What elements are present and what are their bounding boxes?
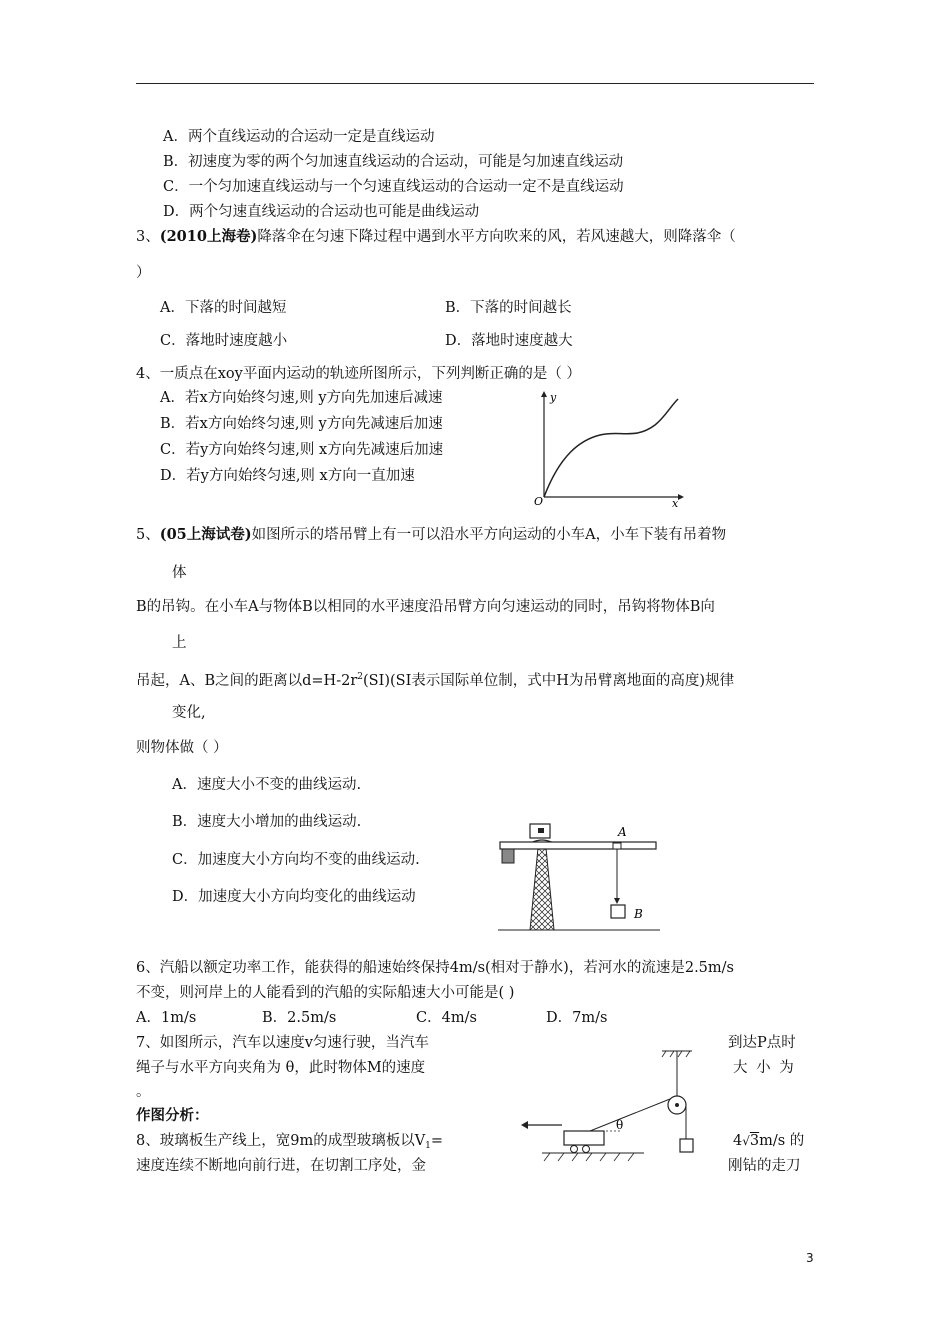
axis-x-label: x xyxy=(672,497,679,510)
q4-option-a: A．若x方向始终匀速,则 y方向先加速后减速 xyxy=(160,390,443,406)
page-number: 3 xyxy=(806,1251,814,1265)
q6-option-c: C．4m/s xyxy=(416,1010,477,1026)
q7-line1-left: 7、如图所示，汽车以速度v匀速行驶，当汽车 xyxy=(136,1035,429,1051)
crane-label-b: B xyxy=(634,907,643,921)
q3-option-b: B．下落的时间越长 xyxy=(445,300,572,316)
q8-line1-left: 8、玻璃板生产线上，宽9m的成型玻璃板以$V_1=$ xyxy=(136,1133,444,1151)
q5-line3: 吊起，A、B之间的距离以$d=H-2r^2(SI)(SI$表示国际单位制，式中H为吊臂离地面的高度)规律 xyxy=(136,672,735,689)
q8-line1-right: 4√3m/s 的 xyxy=(733,1133,805,1149)
q6-option-a: A．1m/s xyxy=(136,1010,197,1026)
q5-option-b: B．速度大小增加的曲线运动. xyxy=(172,814,362,830)
header-rule xyxy=(136,83,814,84)
car-pulley-figure xyxy=(520,1045,700,1175)
q5-line1-wrap: 体 xyxy=(172,565,187,581)
q5-line4: 则物体做（ ） xyxy=(136,740,228,756)
q3-option-a: A．下落的时间越短 xyxy=(160,300,287,316)
q5-line1: 5、(05上海试卷)如图所示的塔吊臂上有一可以沿水平方向运动的小车A，小车下装有吊着物 xyxy=(136,526,727,543)
q2-option-c: C．一个匀加速直线运动与一个匀速直线运动的合运动一定不是直线运动 xyxy=(163,179,624,195)
q4-option-c: C．若y方向始终匀速,则 x方向先减速后加速 xyxy=(160,442,444,458)
q3-option-d: D．落地时速度越大 xyxy=(445,333,573,349)
q7-line2-left: 绳子与水平方向夹角为 θ，此时物体M的速度 xyxy=(136,1060,426,1076)
trajectory-figure xyxy=(530,385,690,510)
q4-option-d: D．若y方向始终匀速,则 x方向一直加速 xyxy=(160,468,415,484)
q4-option-b: B．若x方向始终匀速,则 y方向先减速后加速 xyxy=(160,416,443,432)
q6-line2: 不变，则河岸上的人能看到的汽船的实际船速大小可能是( ) xyxy=(136,985,515,1001)
q5-option-d: D．加速度大小方向均变化的曲线运动 xyxy=(172,889,416,905)
q3-stem: 3、(2010上海卷)降落伞在匀速下降过程中遇到水平方向吹来的风，若风速越大，则降落伞（ xyxy=(136,228,736,245)
q5-line2-wrap: 上 xyxy=(172,635,187,651)
q2-option-d: D．两个匀速直线运动的合运动也可能是曲线运动 xyxy=(163,204,480,220)
crane-label-a: A xyxy=(618,825,627,839)
section-title: 作图分析： xyxy=(136,1108,209,1124)
q5-line3-wrap: 变化, xyxy=(172,705,206,721)
origin-label: O xyxy=(534,495,544,508)
q3-close: ） xyxy=(136,265,151,281)
q8-line2-right: 刚钻的走刀 xyxy=(728,1158,801,1174)
q8-line2-left: 速度连续不断地向前行进，在切割工序处，金 xyxy=(136,1158,426,1174)
q5-option-c: C．加速度大小方向均不变的曲线运动. xyxy=(172,852,420,868)
q5-line2: B的吊钩。在小车A与物体B以相同的水平速度沿吊臂方向匀速运动的同时，吊钩将物体B向 xyxy=(136,599,715,615)
q2-option-a: A．两个直线运动的合运动一定是直线运动 xyxy=(163,129,435,145)
q4-stem: 4、一质点在xoy平面内运动的轨迹所图所示，下列判断正确的是（ ） xyxy=(136,366,581,382)
q2-option-b: B．初速度为零的两个匀加速直线运动的合运动，可能是匀加速直线运动 xyxy=(163,154,624,170)
theta-label: θ xyxy=(616,1118,624,1132)
q3-option-c: C．落地时速度越小 xyxy=(160,333,288,349)
tower-crane-figure xyxy=(494,810,664,935)
q6-option-b: B．2.5m/s xyxy=(262,1010,337,1026)
q6-option-d: D．7m/s xyxy=(546,1010,608,1026)
axis-y-label: y xyxy=(550,391,557,404)
q7-line2-right: 大 小 为 xyxy=(733,1060,794,1076)
q5-option-a: A．速度大小不变的曲线运动. xyxy=(172,777,362,793)
q6-line1: 6、汽船以额定功率工作，能获得的船速始终保持4m/s(相对于静水)，若河水的流速是2.5m/s xyxy=(136,960,734,976)
q7-line1-right: 到达P点时 xyxy=(728,1035,796,1051)
q7-line3: 。 xyxy=(136,1084,151,1100)
